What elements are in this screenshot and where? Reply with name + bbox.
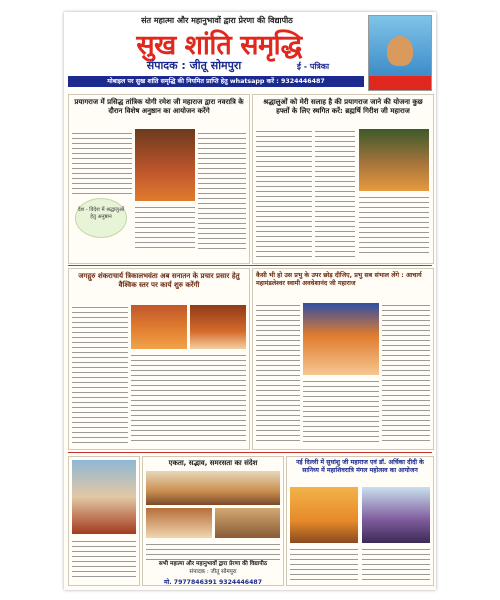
- footer-note: सभी महात्मा और महानुभावों द्वारा प्रेरणा की विद्यापीठ: [158, 561, 268, 567]
- event-crowd-photo: [146, 471, 280, 505]
- event-stage-photo: [146, 508, 212, 538]
- footer-signoff: संपादक : जीतू सोमपुरा: [189, 569, 237, 575]
- newspaper-page: [64, 12, 436, 590]
- swami-photo: [303, 303, 379, 375]
- event-audience-photo: [215, 508, 280, 538]
- masthead: [64, 12, 436, 92]
- footer-phone: मो. 7977846391 9324446487: [163, 579, 263, 586]
- yogi-photo: [135, 129, 195, 201]
- article-6: [286, 456, 434, 586]
- article-4: [252, 268, 434, 450]
- contact-bar: मोबाइल पर सुख शांति समृद्धि की नियमित प्राप्ति हेतु whatsapp करें : 9324446487: [68, 76, 364, 87]
- article-2: [252, 94, 434, 264]
- article-3: [68, 268, 250, 450]
- sudhanshu-photo: [290, 487, 358, 543]
- section-divider: [68, 265, 432, 266]
- edition-label: ई - पत्रिका: [297, 62, 330, 71]
- group-photo: [72, 460, 136, 534]
- masthead-editor: संपादक : जीतू सोमपुरा: [146, 59, 242, 72]
- masthead-tagline: संत महात्मा और महानुभावों द्वारा प्रेरणा की विद्यापीठ: [141, 16, 293, 25]
- article-6-headline: नई दिल्ली में सुधांशु जी महाराज एवं डॉ. अर्चिका दीदी के सानिध्य में महाशिवरात्रि मंगल महोत्सव का आयोजन: [296, 459, 424, 474]
- masthead-title: सुख शांति समृद्धि: [136, 30, 302, 61]
- article-2-headline: श्रद्धालुओं को मेरी सलाह है की प्रयागराज जाने की योजना कुछ हफ्तों के लिए स्थगित करें: ब्रह्मर्षि गिरीश जी महाराज: [263, 98, 423, 115]
- article-3-headline: जगद्गुरु शंकराचार्य त्रिकालभवंता अब सनातन के प्रचार प्रसार हेतु वैश्विक स्तर पर कार्य शुरु करेंगी: [78, 272, 240, 289]
- devotee-photo: [190, 305, 246, 349]
- cover-thumbnail-image: [368, 15, 432, 91]
- maharaj-photo: [359, 129, 429, 191]
- quote-bubble: देश - विदेश में श्रद्धालुओं हेतु अनुष्ठान: [75, 198, 127, 238]
- shankaracharya-photo: [131, 305, 187, 349]
- article-1: [68, 94, 250, 264]
- section-divider: [68, 452, 432, 453]
- archika-photo: [362, 487, 430, 543]
- article-5: [142, 456, 284, 586]
- article-4-headline: कैसी भी हो उस प्रभु के उपर छोड़ दीजिए, प्रभु सब संभाल लेंगे : आचार्य महामंडलेश्वर स्वामी अवधेशानंद जी महाराज: [256, 272, 422, 287]
- article-1-headline: प्रयागराज में प्रसिद्ध तांत्रिक योगी रमेश जी महाराज द्वारा नवरात्रि के दौरान विशेष अनुष्ठान का आयोजन करेंगे: [74, 98, 244, 115]
- photo-column: [68, 456, 140, 586]
- article-5-headline: एकता, सद्भाव, समरसता का संदेश: [168, 459, 258, 467]
